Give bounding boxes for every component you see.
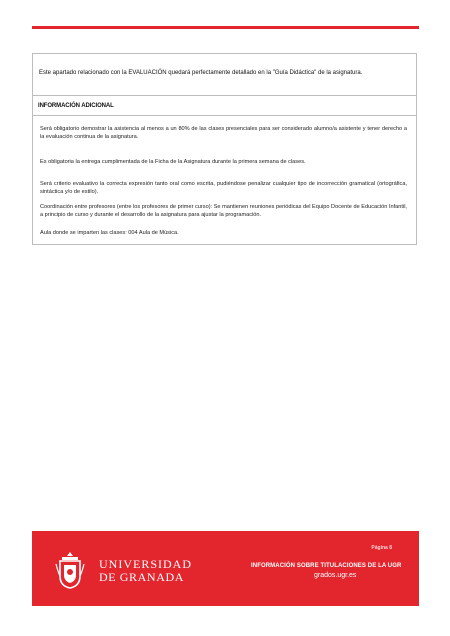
university-name-line1: UNIVERSIDAD [99, 557, 192, 571]
info-paragraph: Será obligatorio demostrar la asistencia al menos a un 80% de las clases presenciales para ser considerado alumno/a asistente y tener derecho a la evaluación continua de la asignatura. [40, 126, 407, 140]
footer-url-link[interactable]: grados.ugr.es [314, 572, 357, 579]
university-crest-icon [54, 550, 86, 590]
info-paragraph: Es obligatoria la entrega cumplimentada de la Ficha de la Asignatura durante la primera semana de clases. [40, 159, 306, 165]
page-number: Página 8 [371, 545, 392, 551]
evaluation-note-box [32, 53, 417, 96]
university-name-line2: DE GRANADA [99, 570, 184, 584]
additional-info-body [32, 115, 417, 245]
footer-info-title: INFORMACIÓN SOBRE TITULACIONES DE LA UGR [251, 563, 402, 569]
additional-info-header [32, 95, 417, 116]
additional-info-title: INFORMACIÓN ADICIONAL [38, 103, 114, 109]
info-paragraph: Será criterio evaluativo la correcta expresión tanto oral como escrita, pudiéndose penalizar cualquier tipo de incorrección gramatical (ortográfica, sintáctica y/o de estilo). [40, 181, 407, 195]
page-footer [32, 531, 419, 606]
top-red-rule [32, 26, 419, 29]
evaluation-note: Este apartado relacionado con la EVALUACIÓN quedará perfectamente detallado en la "Guía Didáctica" de la asignatura. [39, 70, 363, 76]
info-paragraph: Aula donde se imparten las clases: 004 Aula de Música. [40, 230, 179, 236]
info-paragraph: Coordinación entre profesores (entre los profesores de primer curso): Se mantienen reuniones periódicas del Equipo Docente de Educación Infantil, a principio de curso y durante el desarrollo de la asignatura para ajustar la programación. [40, 204, 407, 218]
